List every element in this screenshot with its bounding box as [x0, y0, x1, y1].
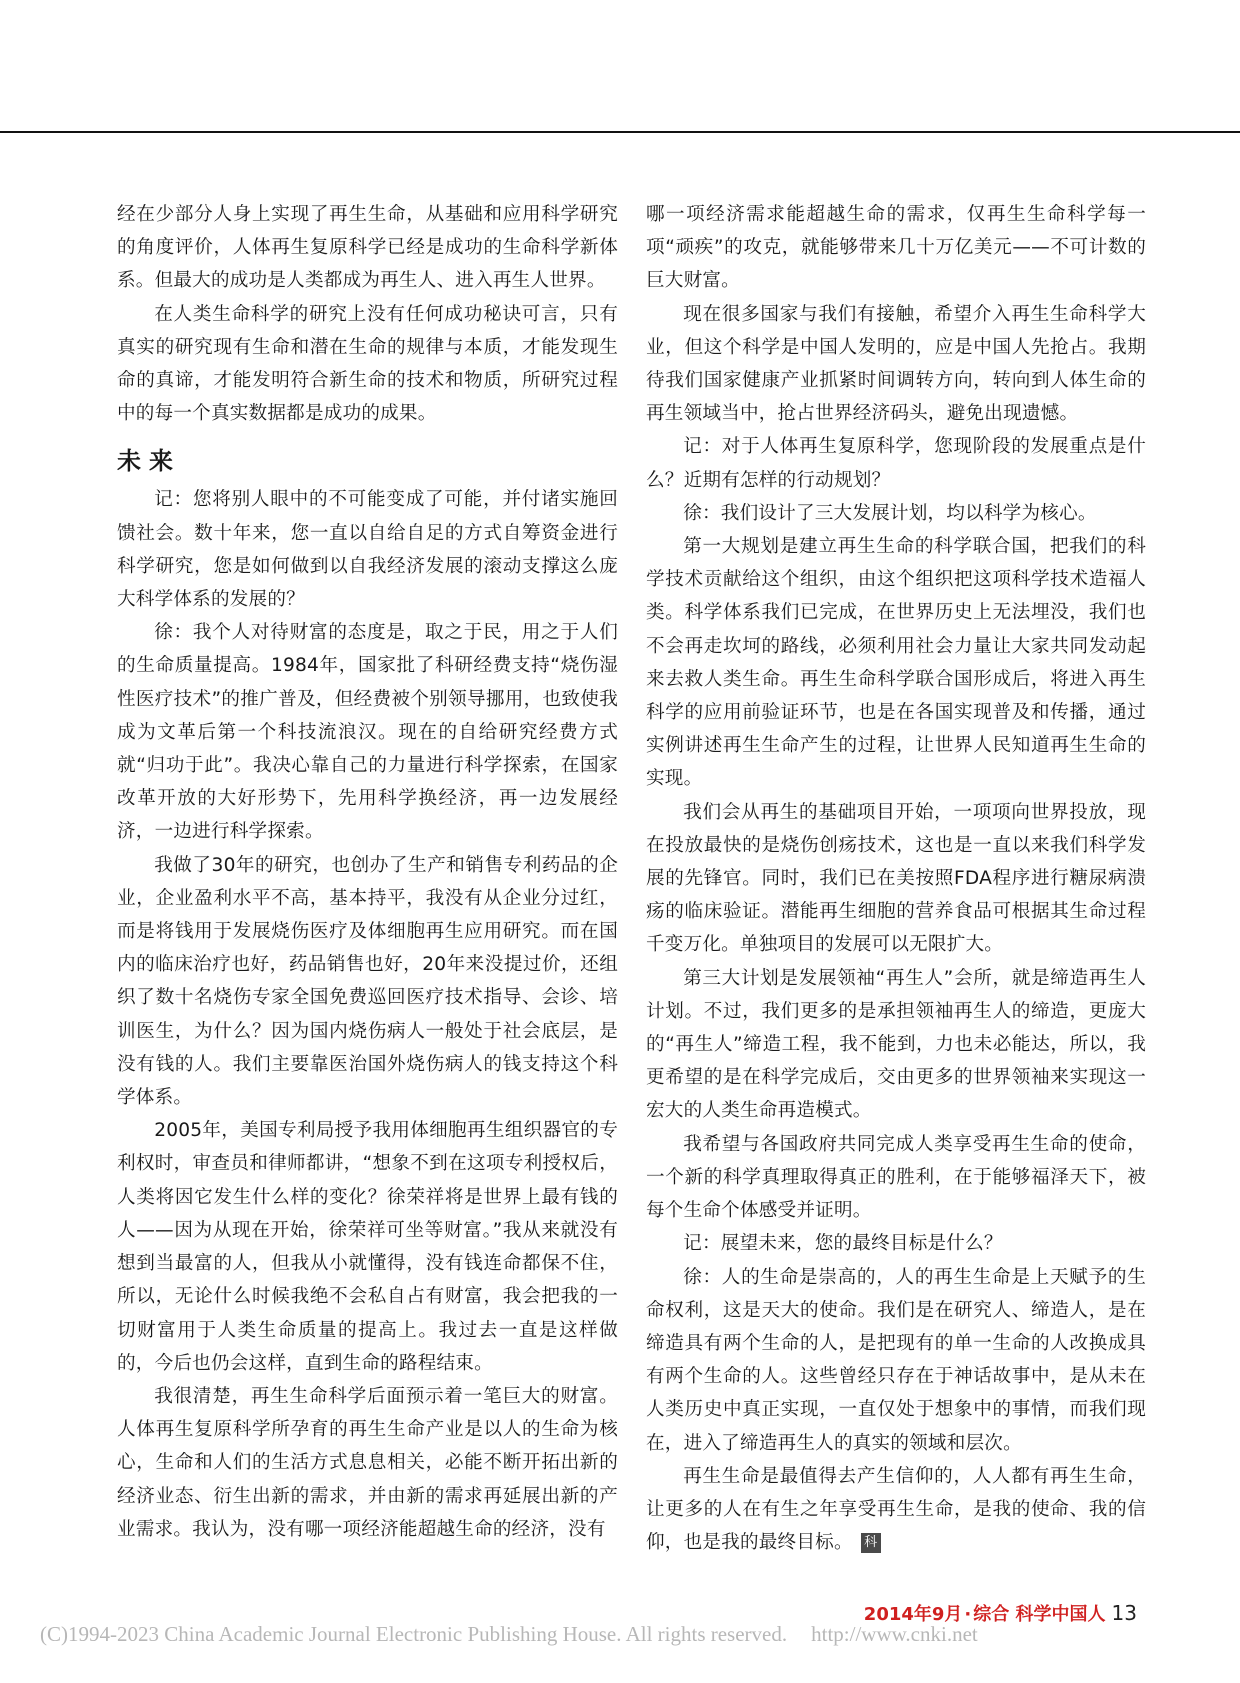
copyright-watermark: [40, 1622, 978, 1647]
left-column: [117, 198, 618, 1546]
paragraph: 徐：我们设计了三大发展计划，均以科学为核心。: [683, 502, 1097, 524]
paragraph-final-text: 再生生命是最值得去产生信仰的，人人都有再生生命，让更多的人在有生之年享受再生生命，是我的使命、我的信仰，也是我的最终目标。: [646, 1465, 1146, 1554]
issue-date: 2014年9月: [863, 1604, 963, 1625]
section-name: 综合: [973, 1604, 1010, 1625]
site-url: http://www.cnki.net: [811, 1622, 978, 1646]
paragraph: 经在少部分人身上实现了再生生命，从基础和应用科学研究的角度评价，人体再生复原科学已经是成功的生命科学新体系。但最大的成功是人类都成为再生人、进入再生人世界。: [117, 204, 618, 292]
paragraph: 我们会从再生的基础项目开始，一项项向世界投放，现在投放最快的是烧伤创疡技术，这也是一直以来我们科学发展的先锋官。同时，我们已在美按照FDA程序进行糖尿病溃疡的临床验证。潜能再生细胞的营养食品可根据其生命过程千变万化。单独项目的发展可以无限扩大。: [646, 801, 1146, 956]
paragraph: 哪一项经济需求能超越生命的需求，仅再生生命科学每一项“顽疾”的攻克，就能够带来几十万亿美元——不可计数的巨大财富。: [646, 204, 1146, 292]
paragraph-final: [646, 1460, 1146, 1560]
paragraph: 第三大计划是发展领袖“再生人”会所，就是缔造再生人计划。不过，我们更多的是承担领袖再生人的缔造，更庞大的“再生人”缔造工程，我不能到，力也未必能达，所以，我更希望的是在科学完成后，交由更多的世界领袖来实现这一宏大的人类生命再造模式。: [646, 967, 1146, 1122]
footer-separator: ·: [964, 1604, 972, 1625]
paragraph: 徐：我个人对待财富的态度是，取之于民，用之于人们的生命质量提高。1984年，国家批了科研经费支持“烧伤湿性医疗技术”的推广普及，但经费被个别领导挪用，也致使我成为文革后第一个科技流浪汉。现在的自给研究经费方式就“归功于此”。我决心靠自己的力量进行科学探索，在国家改革开放的大好形势下，先用科学换经济，再一边发展经济，一边进行科学探索。: [117, 622, 618, 843]
right-column: [646, 198, 1146, 1559]
magazine-name: 科学中国人: [1015, 1604, 1106, 1625]
header-rule: [0, 131, 1240, 133]
paragraph: 我做了30年的研究，也创办了生产和销售专利药品的企业，企业盈利水平不高，基本持平，我没有从企业分过红，而是将钱用于发展烧伤医疗及体细胞再生应用研究。而在国内的临床治疗也好，药品销售也好，20年来没提过价，还组织了数十名烧伤专家全国免费巡回医疗技术指导、会诊、培训医生，为什么？因为国内烧伤病人一般处于社会底层，是没有钱的人。我们主要靠医治国外烧伤病人的钱支持这个科学体系。: [117, 854, 618, 1109]
paragraph: 记：对于人体再生复原科学，您现阶段的发展重点是什么？近期有怎样的行动规划？: [646, 436, 1146, 491]
page-number: 13: [1111, 1601, 1137, 1625]
paragraph: 现在很多国家与我们有接触，希望介入再生生命科学大业，但这个科学是中国人发明的，应是中国人先抢占。我期待我们国家健康产业抓紧时间调转方向，转向到人体生命的再生领域当中，抢占世界经济码头，避免出现遗憾。: [646, 303, 1146, 425]
section-heading: 未来: [117, 447, 181, 476]
paragraph: 我很清楚，再生生命科学后面预示着一笔巨大的财富。人体再生复原科学所孕育的再生生命产业是以人的生命为核心，生命和人们的生活方式息息相关，必能不断开拓出新的经济业态、衍生出新的需求，并由新的需求再延展出新的产业需求。我认为，没有哪一项经济能超越生命的经济，没有: [117, 1385, 618, 1540]
paragraph: 在人类生命科学的研究上没有任何成功秘诀可言，只有真实的研究现有生命和潜在生命的规律与本质，才能发现生命的真谛，才能发明符合新生命的技术和物质，所研究过程中的每一个真实数据都是成功的成果。: [117, 303, 618, 425]
article-end-mark-icon: 科: [861, 1533, 881, 1553]
paragraph: 我希望与各国政府共同完成人类享受再生生命的使命，一个新的科学真理取得真正的胜利，在于能够福泽天下，被每个生命个体感受并证明。: [646, 1133, 1146, 1222]
paragraph: 记：您将别人眼中的不可能变成了可能，并付诸实施回馈社会。数十年来，您一直以自给自足的方式自筹资金进行科学研究，您是如何做到以自我经济发展的滚动支撑这么庞大科学体系的发展的？: [117, 489, 618, 611]
copyright-text: (C)1994-2023 China Academic Journal Electronic Publishing House. All rights reserved.: [40, 1622, 788, 1646]
paragraph: 记：展望未来，您的最终目标是什么？: [683, 1233, 1003, 1255]
paragraph: 2005年，美国专利局授予我用体细胞再生组织器官的专利权时，审查员和律师都讲，“想象不到在这项专利授权后，人类将因它发生什么样的变化？徐荣祥将是世界上最有钱的人——因为从现在开始，徐荣祥可坐等财富。”我从来就没有想到当最富的人，但我从小就懂得，没有钱连命都保不住，所以，无论什么时候我绝不会私自占有财富，我会把我的一切财富用于人类生命质量的提高上。我过去一直是这样做的，今后也仍会这样，直到生命的路程结束。: [117, 1120, 618, 1374]
paragraph: 徐：人的生命是崇高的，人的再生生命是上天赋予的生命权利，这是天大的使命。我们是在研究人、缔造人，是在缔造具有两个生命的人，是把现有的单一生命的人改换成具有两个生命的人。这些曾经只存在于神话故事中，是从未在人类历史中真正实现，一直仅处于想象中的事情，而我们现在，进入了缔造再生人的真实的领域和层次。: [646, 1266, 1146, 1454]
paragraph: 第一大规划是建立再生生命的科学联合国，把我们的科学技术贡献给这个组织，由这个组织把这项科学技术造福人类。科学体系我们已完成，在世界历史上无法埋没，我们也不会再走坎坷的路线，必须利用社会力量让大家共同发动起来去救人类生命。再生生命科学联合国形成后，将进入再生科学的应用前验证环节，也是在各国实现普及和传播，通过实例讲述再生生命产生的过程，让世界人民知道再生生命的实现。: [646, 536, 1146, 790]
